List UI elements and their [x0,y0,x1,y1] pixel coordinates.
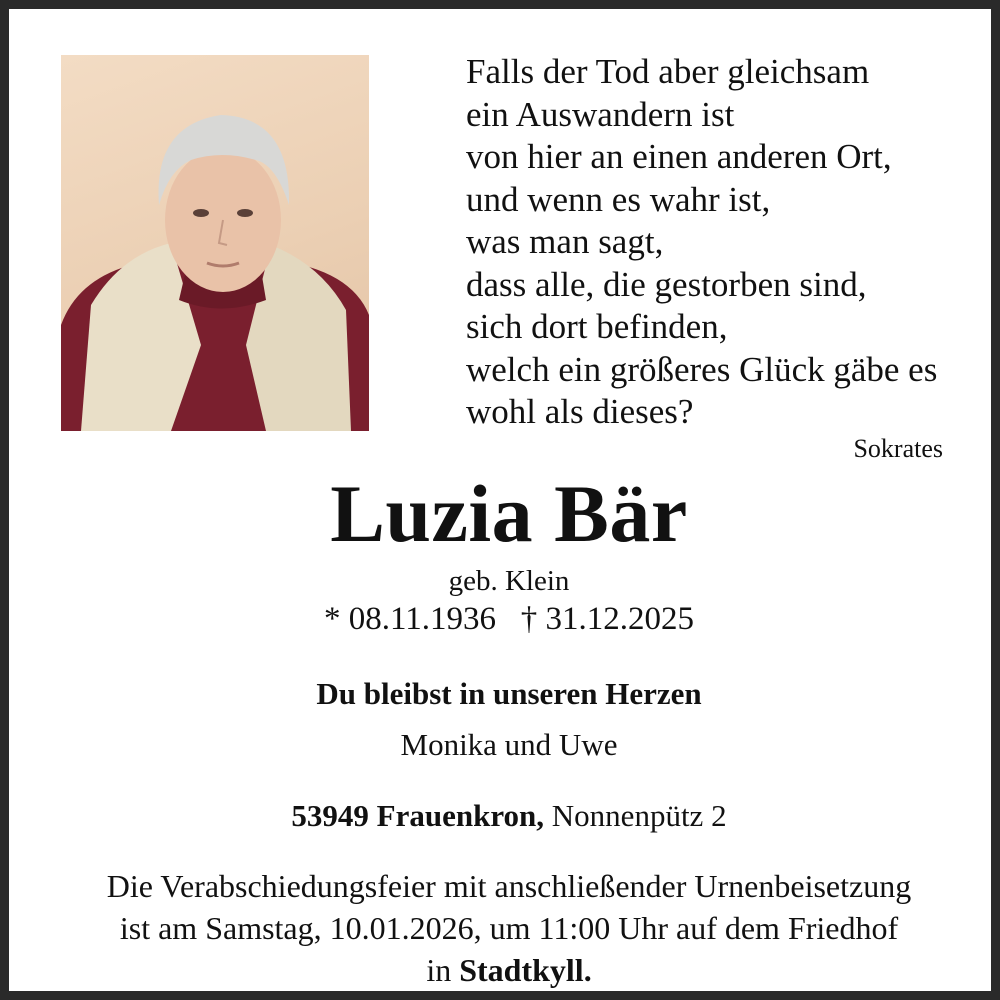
service-line: ist am Samstag, 10.01.2026, um 11:00 Uhr auf dem Friedhof [119,910,899,946]
portrait-photo [61,55,369,431]
service-place: Stadtkyll. [459,952,592,988]
death-symbol: † [520,601,538,637]
poem-line: sich dort befinden, [466,307,728,346]
poem-line: wohl als dieses? [466,392,694,431]
address [9,798,1000,834]
service-announcement [9,865,1000,991]
deceased-name: Luzia Bär [330,468,688,559]
mourners: Monika und Uwe [400,727,618,762]
poem-line: welch ein größeres Glück gäbe es [466,349,938,389]
life-dates [9,601,1000,638]
address-city: 53949 Frauenkron, [291,798,545,833]
service-line [9,949,1000,991]
motto: Du bleibst in unseren Herzen [316,676,702,711]
poem-line: und wenn es wahr ist, [466,179,771,219]
birth-symbol: * [323,601,341,637]
poem-line: dass alle, die gestorben sind, [466,264,867,304]
service-line: Die Verabschiedungsfeier mit anschließender Urnenbeisetzung [106,868,912,904]
poem-line: ein Auswandern ist [466,94,735,134]
quote-author: Sokrates [853,434,943,463]
poem-line: was man sagt, [466,222,664,261]
death-date: 31.12.2025 [545,601,695,637]
birth-date: 08.11.1936 [348,601,497,637]
poem-line: von hier an einen anderen Ort, [466,137,892,176]
portrait-illustration [61,55,369,431]
poem-quote [466,51,986,434]
service-place-prefix: in [426,952,452,988]
maiden-name: geb. Klein [448,565,570,597]
address-street: Nonnenpütz 2 [551,798,727,833]
poem-line: Falls der Tod aber gleichsam [466,52,870,91]
